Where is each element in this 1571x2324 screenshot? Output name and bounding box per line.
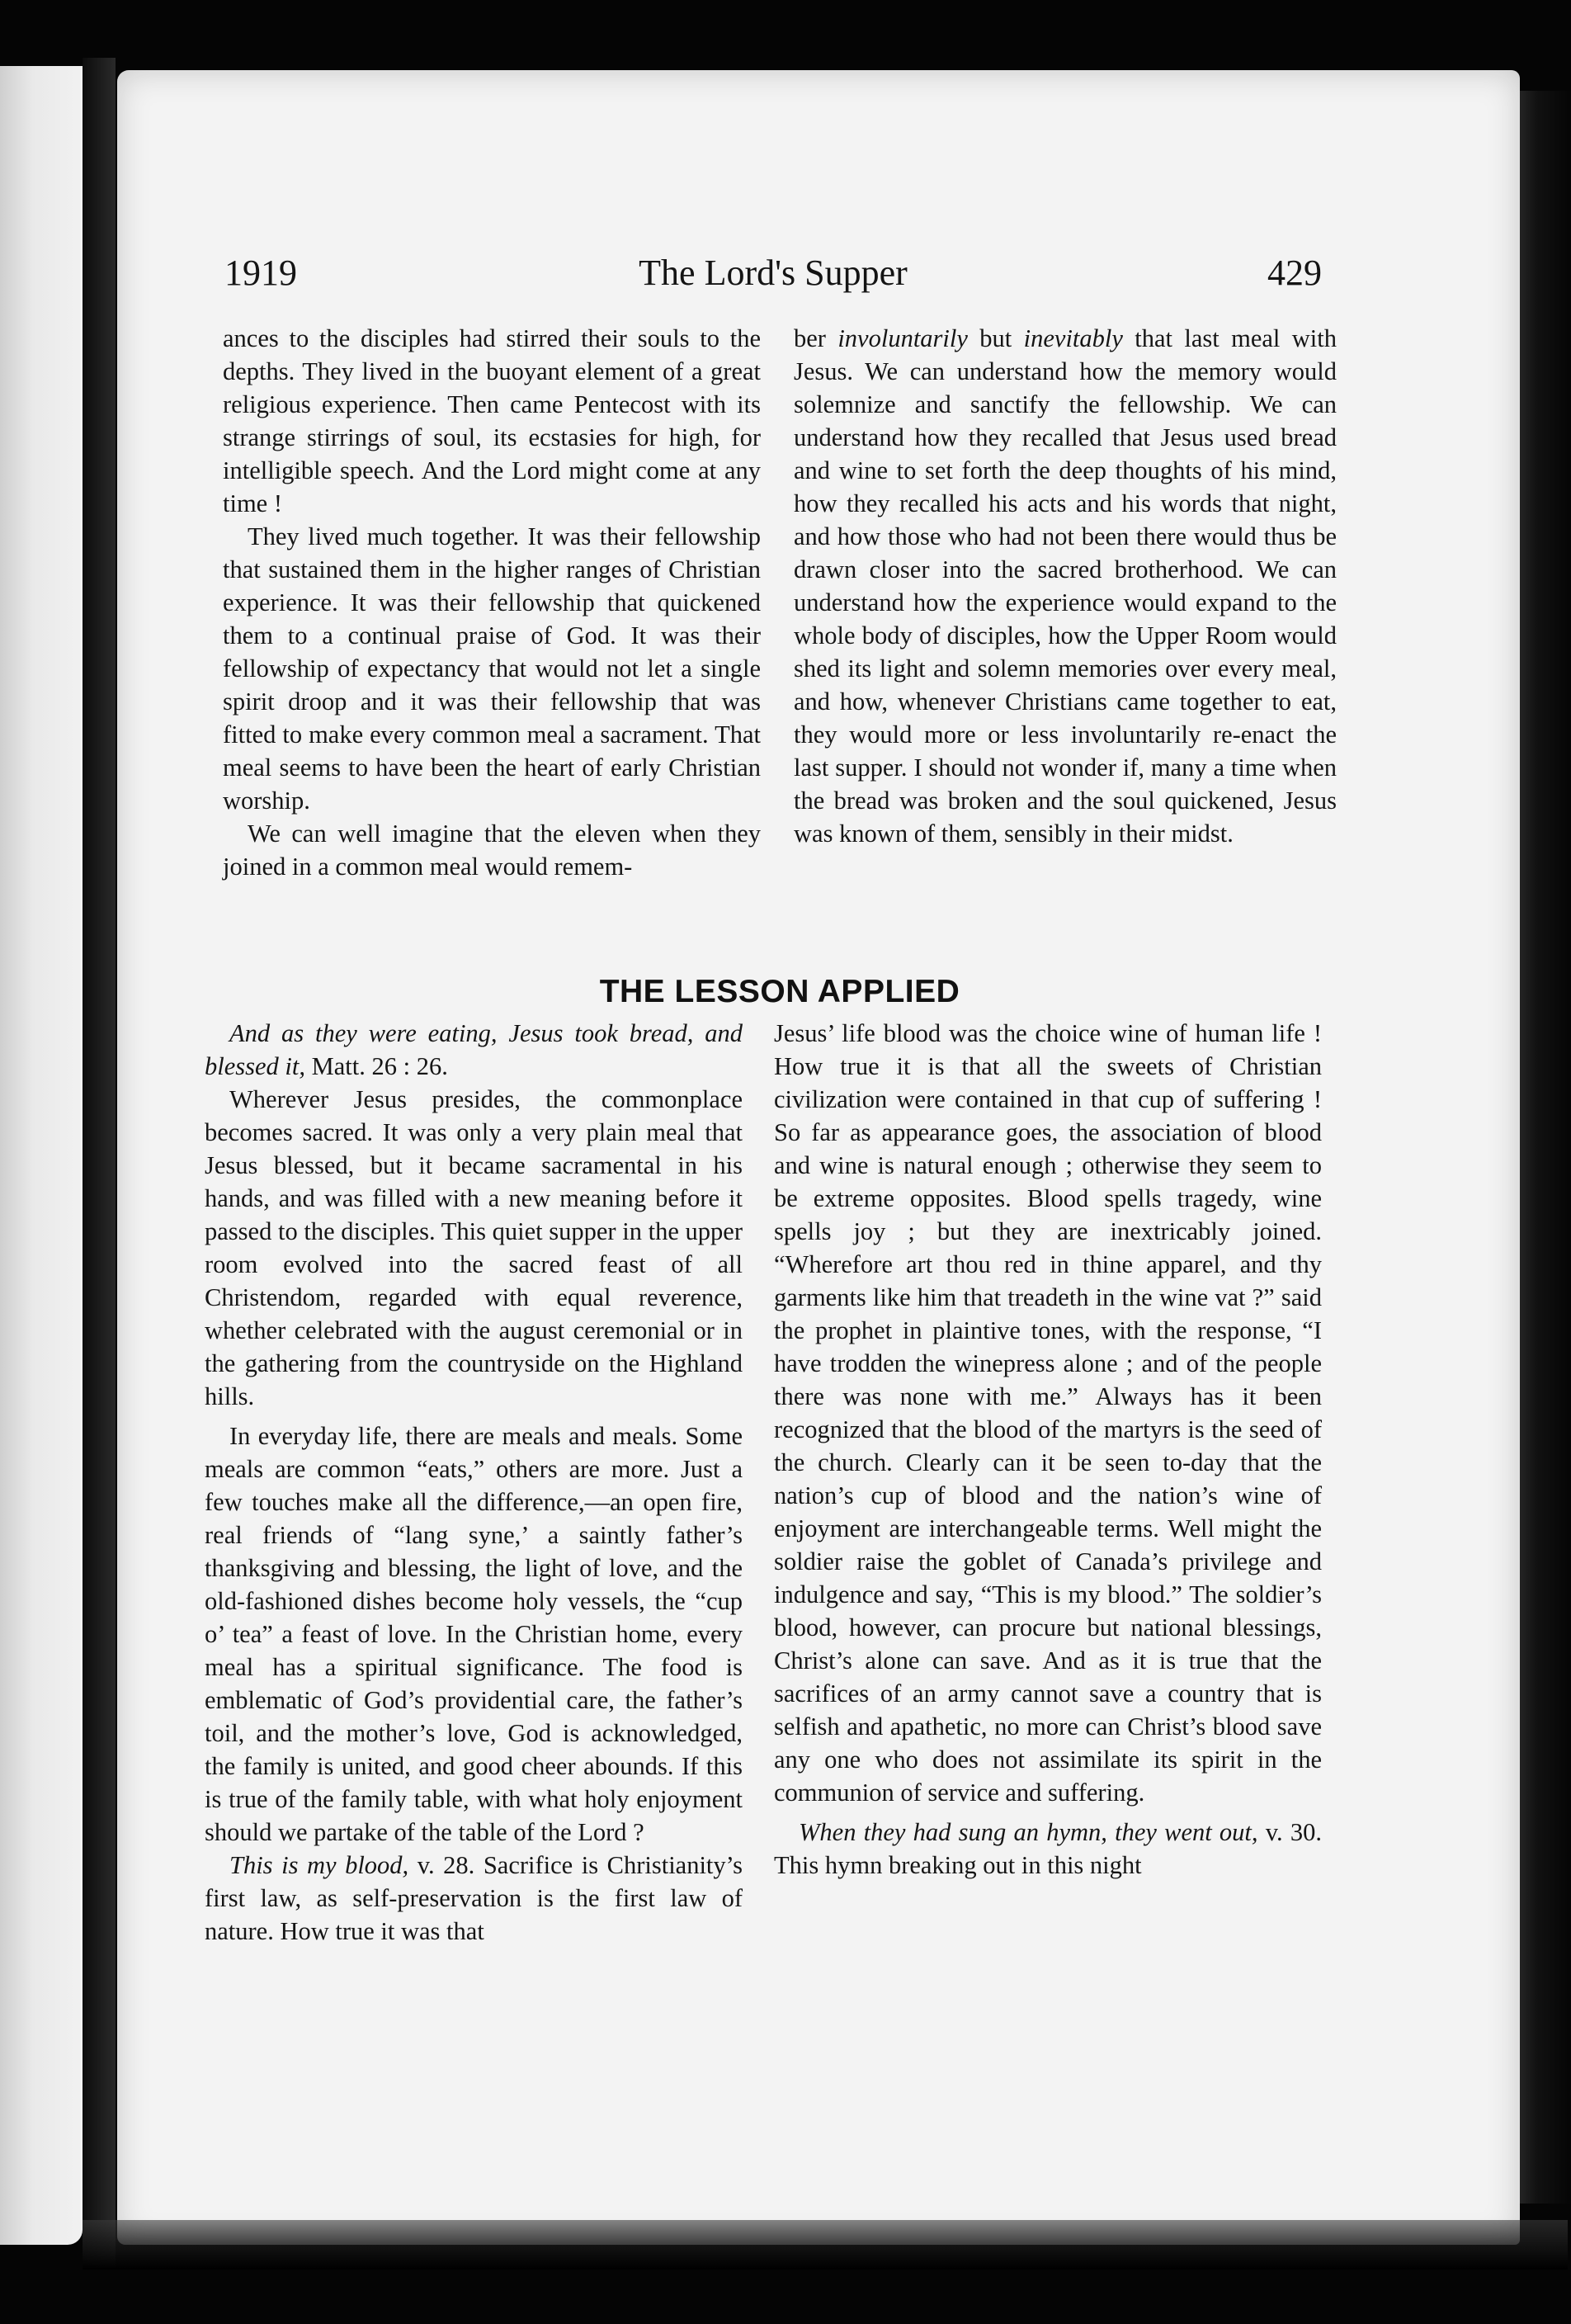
page-number: 429 <box>1267 253 1322 293</box>
quote-reference: Matt. 26 : 26. <box>305 1052 448 1080</box>
paragraph: In everyday life, there are meals and meals. Some meals are common “eats,” others are more. Just a few touches make all the difference,—an open fire, real friends of “lang syne,’ a saintly father’s thanksgiving and blessing, the light of love, and the old-fashioned dishes become holy vessels, the “cup o’ tea” a feast of love. In the Christian home, every meal has a spiritual significance. The food is emblematic of God’s providential care, the father’s toil, and the mother’s love, God is acknowledged, the family is united, and good cheer abounds. If this is true of the family table, with what holy enjoyment should we partake of the table of the Lord ? <box>205 1422 743 1846</box>
lower-left-column <box>205 1017 743 1948</box>
bottom-shadow <box>83 2220 1568 2270</box>
emphasis-text: inevitably <box>1023 324 1123 352</box>
page-stack-edge <box>1514 91 1571 2204</box>
upper-right-column <box>794 322 1337 850</box>
section-heading: THE LESSON APPLIED <box>599 974 960 1009</box>
quote-text: This is my blood, <box>229 1851 409 1879</box>
paragraph-gap <box>205 1413 743 1419</box>
lower-right-column <box>774 1017 1322 1882</box>
running-header <box>224 252 1322 301</box>
paragraph <box>794 322 1337 850</box>
header-title: The Lord's Supper <box>639 253 908 293</box>
header-year: 1919 <box>224 253 297 293</box>
text-run: v. 30. This hymn breaking out in this night <box>774 1818 1322 1879</box>
book-gutter <box>83 58 116 2270</box>
paragraph: ances to the disciples had stirred their souls to the depths. They lived in the buoyant element of a great religious experience. Then came Pentecost with its strange stirrings of soul, its ecstasies for high, for intelligible speech. And the Lord might come at any time ! <box>223 324 761 517</box>
paragraph <box>205 1849 743 1948</box>
paragraph: Wherever Jesus presides, the commonplace becomes sacred. It was only a very plain meal that Jesus blessed, but it became sacramental in his hands, and was filled with a new meaning before it passed to the disciples. This quiet supper in the upper room evolved into the sacred feast of all Christendom, regarded with equal reverence, whether celebrated with the august ceremonial or in the gathering from the countryside on the Highland hills. <box>205 1085 743 1410</box>
quote-text: When they had sung an hymn, they went out, <box>799 1818 1258 1846</box>
paragraph: Jesus’ life blood was the choice wine of human life ! How true it is that all the sweets of Christian civilization were contained in that cup of suffering ! So far as appearance goes, the association of blood and wine is natural enough ; otherwise they seem to be extreme opposites. Blood spells tragedy, wine spells joy ; but they are inextricably joined. “Wherefore art thou red in thine apparel, and thy garments like him that treadeth in the wine vat ?” said the prophet in plaintive tones, with the response, “I have trodden the winepress alone ; and of the people there was none with me.” Always has it been recognized that the blood of the martyrs is the seed of the church. Clearly can it be seen to-day that the nation’s cup of blood and the nation’s wine of enjoyment are interchangeable terms. Well might the soldier raise the goblet of Canada’s privilege and indulgence and say, “This is my blood.” The soldier’s blood, however, can procure but national blessings, Christ’s alone can save. And as it is true that the sacrifices of an army cannot save a country that is selfish and apathetic, no more can Christ’s blood save any one who does not assimilate its spirit in the communion of service and suffering. <box>774 1019 1322 1807</box>
scripture-quote <box>205 1017 743 1083</box>
paragraph-gap <box>774 1809 1322 1816</box>
paragraph: They lived much together. It was their fellowship that sustained them in the higher ranges of Christian experience. It was their fellowship that quickened them to a continual praise of God. It was their fellowship of expectancy that would not let a single spirit droop and it was their fellowship that was fitted to make every common meal a sacrament. That meal seems to have been the heart of early Christian worship. <box>223 522 761 815</box>
quote-text: And as they were eating, Jesus took bread, and blessed it, <box>205 1019 743 1080</box>
facing-page-edge <box>0 66 83 2245</box>
upper-left-column <box>223 322 761 883</box>
emphasis-text: involuntarily <box>837 324 968 352</box>
text-run: that last meal with Jesus. We can understand how the memory would solemnize and sanctify the fellowship. We can understand how they recalled that Jesus used bread and wine to set forth the deep thoughts of his mind, how they recalled his acts and his words that night, and how those who had not been there would thus be drawn closer into the sacred brotherhood. We can understand how the experience would expand to the whole body of disciples, how the Upper Room would shed its light and solemn memories over every meal, and how, whenever Christians came together to eat, they would more or less involuntarily re-enact the last supper. I should not wonder if, many a time when the bread was broken and the soul quickened, Jesus was known of them, sensibly in their midst. <box>794 324 1337 848</box>
text-run: ber <box>794 324 838 352</box>
paragraph <box>774 1816 1322 1882</box>
text-run: but <box>967 324 1024 352</box>
paragraph: We can well imagine that the eleven when they joined in a common meal would remem- <box>223 820 761 881</box>
text-run: v. 28. Sacrifice is Christianity’s first law, as self-preservation is the first law of nature. How true it was that <box>205 1851 743 1945</box>
